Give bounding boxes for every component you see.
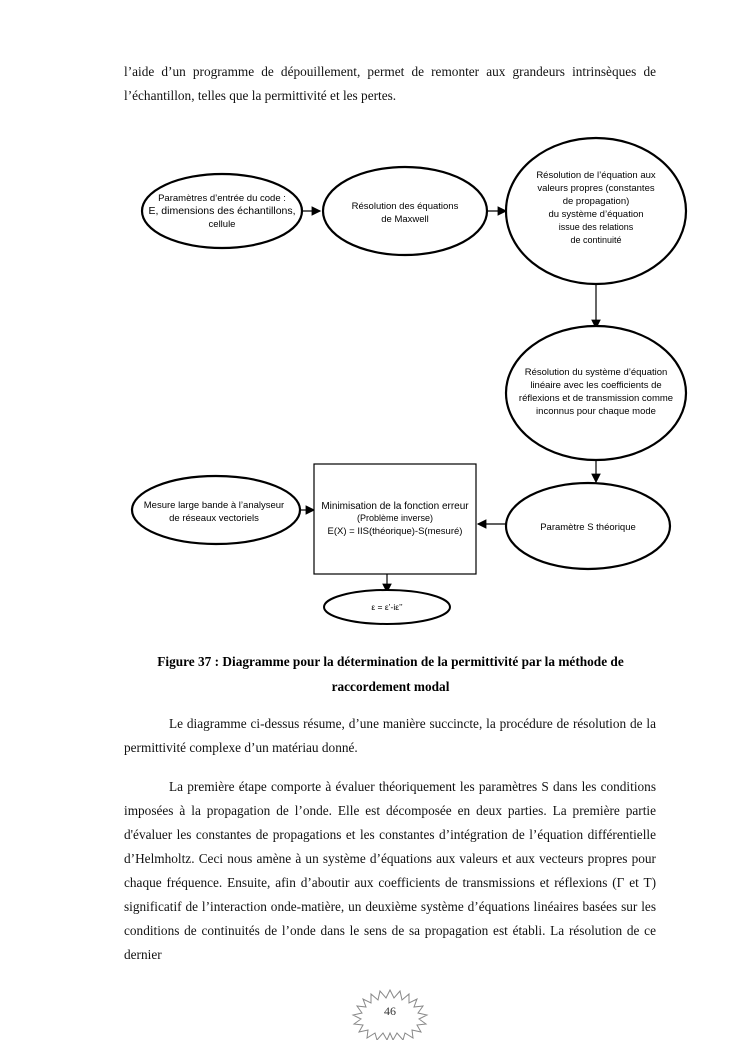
node-eigen-line-4: du système d’équation <box>548 209 644 220</box>
node-minimisation-line-1: Minimisation de la fonction erreur <box>321 501 469 512</box>
node-maxwell-line-1: Résolution des équations <box>351 201 459 212</box>
paragraph-2: La première étape comporte à évaluer théoriquement les paramètres S dans les conditions imposées à la propagation de l’onde. Elle est décomposée en deux parties. La première partie d'évaluer les constantes de propagations et les constantes d’intégration de l’équation différentielle d’Helmholtz. Ceci nous amène à un système d’équations aux valeurs et aux vecteurs propres pour chaque fréquence. Ensuite, afin d’aboutir aux coefficients de transmissions et réflexions (Γ et T) significatif de l’interaction onde-matière, un deuxième système d’équations linéaires basées sur les conditions de continuités de l’onde dans le sens de sa propagation est établi. La résolution de ce dernier <box>124 779 656 962</box>
caption-line-1: Figure 37 : Diagramme pour la détermination de la permittivité par la méthode de <box>157 654 624 669</box>
page-number: 46 <box>384 1004 396 1018</box>
figure-caption <box>118 649 663 699</box>
top-paragraph: l’aide d’un programme de dépouillement, permet de remonter aux grandeurs intrinsèques de l’échantillon, telles que la permittivité et les pertes. <box>124 64 656 103</box>
node-measure-line-2: de réseaux vectoriels <box>169 513 259 524</box>
node-eigen-line-5: issue des relations <box>558 222 634 232</box>
node-params-line-2: E, dimensions des échantillons, <box>148 205 296 217</box>
node-eigen-line-2: valeurs propres (constantes <box>537 183 655 194</box>
node-result-line-1: ε = ε’-iε’’ <box>371 602 403 612</box>
node-eigen-line-6: de continuité <box>570 235 622 245</box>
node-minimisation-line-2: (Problème inverse) <box>356 513 434 523</box>
node-s-theo-line-1: Paramètre S théorique <box>540 522 636 533</box>
node-params-line-3: cellule <box>208 219 236 230</box>
node-measure-line-1: Mesure large bande à l’analyseur <box>143 500 285 511</box>
node-eigen-line-1: Résolution de l’équation aux <box>536 170 656 181</box>
node-minimisation-line-3: E(X) = IIS(théorique)-S(mesuré) <box>327 526 463 537</box>
node-linear-line-4: inconnus pour chaque mode <box>536 406 656 417</box>
node-linear-line-2: linéaire avec les coefficients de <box>530 380 662 391</box>
node-linear-line-3: réflexions et de transmission comme <box>518 393 674 404</box>
node-linear-line-1: Résolution du système d’équation <box>524 367 668 378</box>
paragraph-1: Le diagramme ci-dessus résume, d’une manière succincte, la procédure de résolution de la permittivité complexe d’un matériau donné. <box>124 716 656 755</box>
node-params-line-1: Paramètres d’entrée du code : <box>158 193 286 204</box>
node-maxwell-line-2: de Maxwell <box>381 214 429 225</box>
node-eigen-line-3: de propagation) <box>562 196 630 207</box>
caption-line-2: raccordement modal <box>331 679 450 694</box>
